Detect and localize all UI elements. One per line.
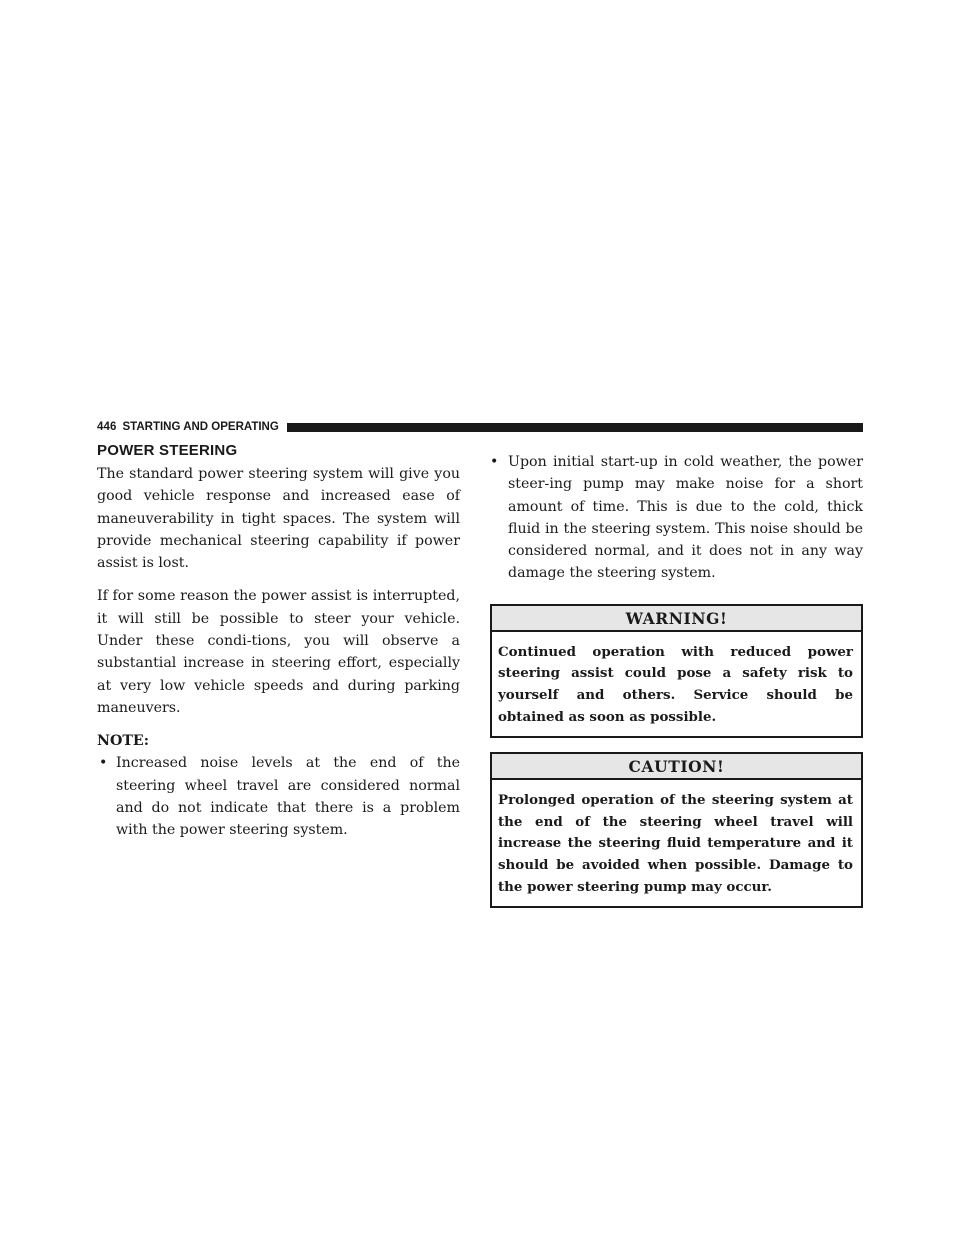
caution-text: Prolonged operation of the steering system at the end of the steering wheel travel will increase the steering fluid temperature and it should be avoided when possible. Damage to the power steering pump may occur.: [498, 792, 853, 895]
list-item-text: Increased noise levels at the end of the steering wheel travel are considered normal and do not indicate that there is a problem with the power steering system.: [116, 755, 460, 839]
page-header: [97, 420, 863, 434]
bullet-icon: •: [490, 454, 499, 470]
intro-paragraph: The standard power steering system will give you good vehicle response and increased ease of maneuverability in tight spaces. The system will provide mechanical steering capability if power assist is lost.: [97, 466, 460, 572]
list-item: [97, 752, 460, 841]
list-item: [490, 451, 863, 585]
caution-box: [490, 752, 863, 908]
list-item-text: Upon initial start-up in cold weather, the power steer-ing pump may make noise for a short amount of time. This is due to the cold, thick fluid in the steering system. This noise should be considered normal, and it does not in any way damage the steering system.: [508, 454, 863, 582]
section-name: STARTING AND OPERATING: [122, 421, 279, 433]
power-assist-paragraph: If for some reason the power assist is interrupted, it will still be possible to steer your vehicle. Under these condi-tions, you will observe a substantial increase in steering effort, especially at very low vehicle speeds and during parking maneuvers.: [97, 588, 460, 716]
left-column: [97, 442, 460, 841]
warning-text: Continued operation with reduced power steering assist could pose a safety risk to yourself and others. Service should be obtained as soon as possible.: [498, 643, 853, 725]
section-title: POWER STEERING: [97, 442, 238, 459]
page-number: 446: [97, 421, 117, 433]
bullet-icon: •: [99, 755, 108, 772]
right-column: [490, 451, 863, 922]
note-label: NOTE:: [97, 733, 149, 750]
warning-box: [490, 604, 863, 738]
caution-title: CAUTION!: [492, 754, 861, 780]
header-rule: [287, 423, 863, 432]
warning-title: WARNING!: [492, 606, 861, 632]
